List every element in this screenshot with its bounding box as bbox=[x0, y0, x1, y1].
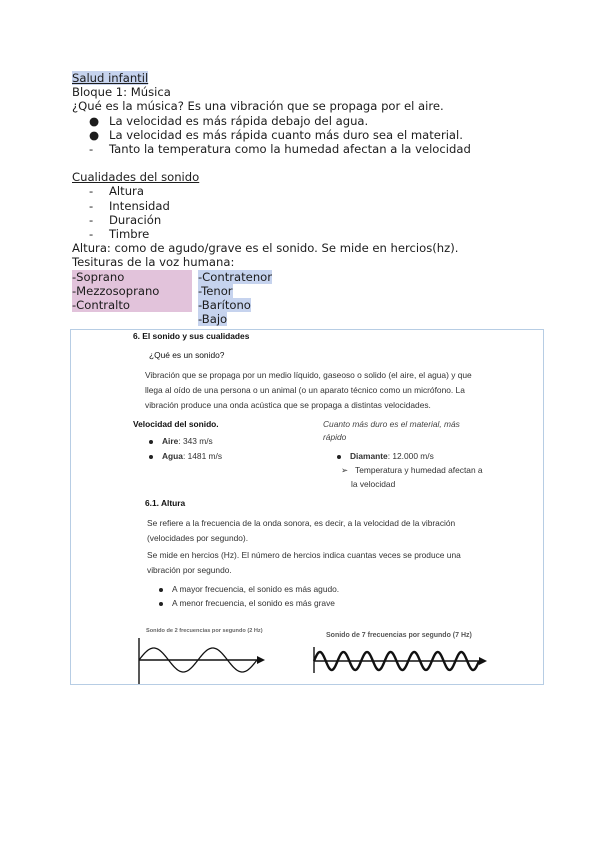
voice-bajo: -Bajo bbox=[198, 312, 228, 327]
voice-types bbox=[72, 270, 572, 327]
male-voices bbox=[198, 270, 272, 327]
wave-7hz-diagram bbox=[71, 330, 72, 331]
temp-note: la velocidad bbox=[351, 479, 396, 489]
altura-definition: Altura: como de agudo/grave es el sonido. Se mide en hercios(hz). bbox=[72, 241, 459, 256]
bullet-icon bbox=[337, 455, 341, 459]
material-note: rápido bbox=[323, 432, 347, 442]
speed-air: Aire: 343 m/s bbox=[149, 434, 213, 449]
altura-heading: 6.1. Altura bbox=[145, 498, 186, 508]
altura-text: Se mide en hercios (Hz). El número de hercios indica cuantas veces se produce una bbox=[147, 550, 461, 560]
sound-question: ¿Qué es un sonido? bbox=[149, 350, 225, 360]
temp-note: ➢ Temperatura y humedad afectan a bbox=[341, 465, 483, 475]
altura-text: Se refiere a la frecuencia de la onda sonora, es decir, a la velocidad de la vibración bbox=[147, 518, 456, 528]
definition-line: vibración produce una onda acústica que se propaga a distintas velocidades. bbox=[145, 400, 431, 410]
class-notes bbox=[72, 71, 572, 327]
arrow-bullet-icon: ➢ bbox=[341, 465, 349, 475]
section-title: 6. El sonido y sus cualidades bbox=[133, 331, 250, 341]
speed-heading: Velocidad del sonido. bbox=[133, 419, 219, 429]
definition-line: llega al oído de una persona o un animal (o un aparato técnico como un micrófono. La bbox=[145, 385, 465, 395]
textbook-excerpt bbox=[70, 329, 544, 685]
list-item: - Timbre bbox=[89, 227, 150, 242]
bullet-icon bbox=[159, 588, 163, 592]
altura-text: vibración por segundo. bbox=[147, 565, 232, 575]
wave1-caption: Sonido de 2 frecuencias por segundo (2 Hz) bbox=[146, 628, 263, 634]
tesituras-heading: Tesituras de la voz humana: bbox=[72, 255, 235, 270]
facts-list bbox=[72, 114, 572, 157]
altura-text: (velocidades por segundo). bbox=[147, 533, 249, 543]
list-item: - Duración bbox=[89, 212, 162, 227]
qualities-heading: Cualidades del sonido bbox=[72, 170, 200, 185]
list-item: ● La velocidad es más rápida debajo del agua. bbox=[89, 113, 369, 128]
voice-contratenor: -Contratenor bbox=[198, 269, 273, 284]
voice-mezzosoprano: -Mezzosoprano bbox=[72, 284, 192, 298]
bullet-icon bbox=[149, 455, 153, 459]
sine-wave bbox=[314, 652, 479, 670]
arrow-head-icon bbox=[257, 656, 265, 664]
block-title: Bloque 1: Música bbox=[72, 85, 171, 100]
voice-contralto: -Contralto bbox=[72, 298, 192, 312]
list-item: - Intensidad bbox=[89, 198, 170, 213]
list-item: - Altura bbox=[89, 184, 144, 199]
voice-soprano: -Soprano bbox=[72, 270, 192, 284]
female-voices bbox=[72, 270, 192, 313]
voice-tenor: -Tenor bbox=[198, 283, 233, 298]
bullet-icon bbox=[159, 602, 163, 606]
altura-bullet: A mayor frecuencia, el sonido es más agudo. bbox=[159, 582, 339, 597]
music-question: ¿Qué es la música? Es una vibración que se propaga por el aire. bbox=[72, 99, 444, 114]
list-item: ● La velocidad es más rápida cuanto más duro sea el material. bbox=[89, 127, 463, 142]
wave2-caption: Sonido de 7 frecuencias por segundo (7 Hz) bbox=[326, 632, 472, 639]
bullet-icon bbox=[149, 440, 153, 444]
speed-diamond: Diamante: 12.000 m/s bbox=[337, 449, 434, 464]
speed-water: Agua: 1481 m/s bbox=[149, 449, 222, 464]
material-note: Cuanto más duro es el material, más bbox=[323, 419, 460, 429]
list-item: - Tanto la temperatura como la humedad afectan a la velocidad bbox=[89, 142, 471, 157]
arrow-head-icon bbox=[479, 657, 487, 665]
course-title: Salud infantil bbox=[72, 71, 149, 85]
definition-line: Vibración que se propaga por un medio líquido, gaseoso o solido (el aire, el agua) y que bbox=[145, 370, 472, 380]
altura-bullet: A menor frecuencia, el sonido es más grave bbox=[159, 596, 335, 611]
qualities-list bbox=[72, 184, 572, 241]
voice-baritono: -Barítono bbox=[198, 298, 251, 313]
